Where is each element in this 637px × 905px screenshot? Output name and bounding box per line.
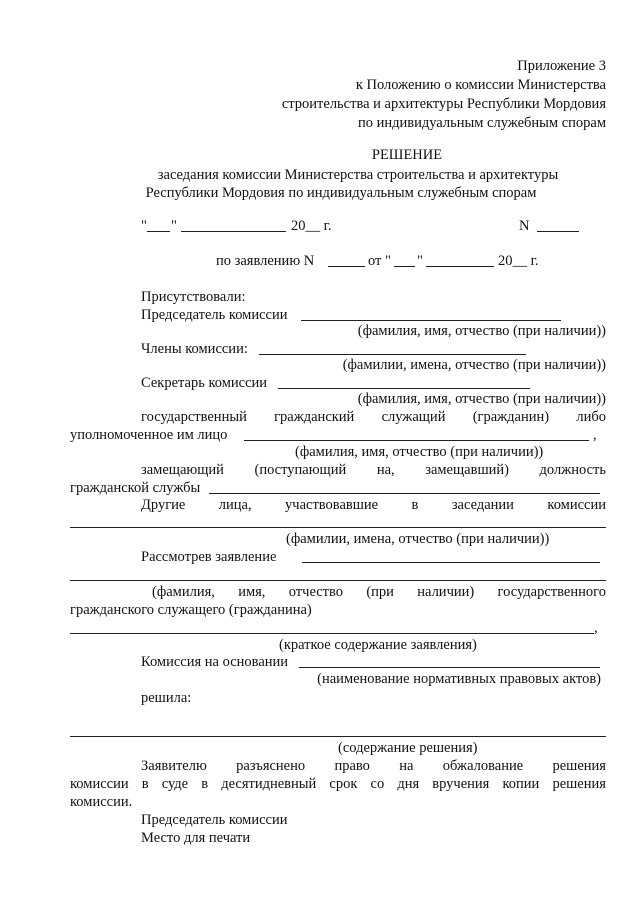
appeal-word: комиссии: [70, 776, 129, 792]
members-hint: (фамилии, имена, отчество (при наличии)): [342, 357, 606, 373]
seal-place-label: Место для печати: [141, 830, 251, 846]
secretary-name-field[interactable]: [278, 388, 530, 389]
others-word: в: [411, 497, 419, 513]
appeal-word: решения: [552, 758, 606, 774]
applicant-hint-word: отчество: [288, 584, 344, 600]
decision-field[interactable]: [70, 736, 606, 737]
applicant-hint-word: (фамилия,: [152, 584, 215, 600]
month-field[interactable]: [181, 231, 286, 232]
date-open-quote: ": [141, 218, 147, 234]
title-subtitle-2: Республики Мордовия по индивидуальным служебным спорам: [145, 185, 537, 201]
day-field[interactable]: [147, 231, 170, 232]
others-names-field[interactable]: [70, 527, 606, 528]
appeal-line-2: [70, 776, 606, 792]
application-field[interactable]: [302, 562, 600, 563]
appeal-word: со: [370, 776, 385, 792]
appeal-word: решения: [552, 776, 606, 792]
reviewed-label: Рассмотрев заявление: [141, 549, 277, 565]
appeal-word: суде: [161, 776, 189, 792]
decision-number-label: N: [519, 218, 530, 234]
others-hint: (фамилии, имена, отчество (при наличии)): [286, 531, 550, 547]
title-subtitle-1: заседания комиссии Министерства строительства и архитектуры: [157, 167, 559, 183]
applicant-hint-word: наличии): [417, 584, 475, 600]
appendix-scope: по индивидуальным служебным спорам: [357, 115, 606, 131]
servant-word: либо: [576, 409, 606, 425]
appeal-word: срок: [329, 776, 358, 792]
servant-word: служащий: [381, 409, 446, 425]
others-word: лица,: [218, 497, 252, 513]
application-year: 20__ г.: [498, 253, 539, 269]
appeal-word: десятидневный: [221, 776, 317, 792]
appeal-word: дня: [397, 776, 420, 792]
appeal-word: в: [201, 776, 209, 792]
summary-comma: ,: [594, 620, 598, 636]
basis-field[interactable]: [299, 667, 600, 668]
servant-name-field[interactable]: [244, 440, 589, 441]
applicant-hint-end: гражданского служащего (гражданина): [70, 602, 312, 618]
servant-comma: ,: [593, 427, 597, 443]
appeal-line-3: комиссии.: [70, 794, 133, 810]
position-word: замещавший): [425, 462, 509, 478]
chair-hint: (фамилия, имя, отчество (при наличии)): [357, 323, 606, 339]
decided-label: решила:: [141, 690, 192, 706]
appeal-word: вручения: [432, 776, 490, 792]
application-month-field[interactable]: [426, 266, 494, 267]
authorized-label: уполномоченное им лицо: [70, 427, 228, 443]
application-day-field[interactable]: [394, 266, 415, 267]
servant-word: (гражданин): [472, 409, 550, 425]
others-word: заседании: [451, 497, 514, 513]
servant-hint: (фамилия, имя, отчество (при наличии)): [295, 444, 544, 460]
appendix-ministry: строительства и архитектуры Республики Мордовия: [281, 96, 606, 112]
others-word: участвовавшие: [285, 497, 379, 513]
position-word: замещающий: [141, 462, 224, 478]
position-word: на,: [376, 462, 395, 478]
summary-field[interactable]: [70, 633, 594, 634]
applicant-hint-word: (при: [366, 584, 394, 600]
servant-line: [141, 409, 606, 425]
appeal-word: разъяснено: [236, 758, 306, 774]
appeal-line-1: [141, 758, 606, 774]
summary-hint: (краткое содержание заявления): [279, 637, 477, 653]
application-field-continued[interactable]: [70, 580, 606, 581]
servant-word: государственный: [141, 409, 247, 425]
appeal-word: на: [399, 758, 414, 774]
applicant-hint-line: [152, 584, 606, 600]
application-close-quote: ": [417, 253, 423, 269]
application-number-label: по заявлению N: [216, 253, 315, 269]
appeal-word: обжалование: [442, 758, 524, 774]
present-heading: Присутствовали:: [141, 289, 246, 305]
servant-word: гражданский: [274, 409, 355, 425]
others-word: Другие: [141, 497, 186, 513]
appeal-word: копии: [502, 776, 540, 792]
date-year: 20__ г.: [291, 218, 332, 234]
position-line: [141, 462, 606, 478]
position-field[interactable]: [209, 493, 600, 494]
chair-name-field[interactable]: [301, 320, 561, 321]
decision-number-field[interactable]: [537, 231, 579, 232]
appendix-number: Приложение 3: [517, 58, 606, 74]
members-label: Члены комиссии:: [141, 341, 248, 357]
chair-label: Председатель комиссии: [141, 307, 288, 323]
application-number-field[interactable]: [328, 266, 365, 267]
date-close-quote: ": [171, 218, 177, 234]
basis-label: Комиссия на основании: [141, 654, 289, 670]
decision-hint: (содержание решения): [338, 740, 478, 756]
document-title: РЕШЕНИЕ: [371, 147, 443, 163]
appeal-word: в: [141, 776, 149, 792]
basis-hint: (наименование нормативных правовых актов): [317, 671, 601, 687]
secretary-hint: (фамилия, имя, отчество (при наличии)): [357, 391, 606, 407]
others-line: [141, 497, 606, 513]
applicant-hint-word: имя,: [238, 584, 266, 600]
members-names-field[interactable]: [259, 354, 526, 355]
appendix-reference: к Положению о комиссии Министерства: [355, 77, 606, 93]
position-word: (поступающий: [254, 462, 347, 478]
appeal-word: Заявителю: [141, 758, 207, 774]
position-word: должность: [539, 462, 606, 478]
signature-chair-label: Председатель комиссии: [141, 812, 288, 828]
application-from-label: от ": [368, 253, 391, 269]
applicant-hint-word: государственного: [497, 584, 606, 600]
secretary-label: Секретарь комиссии: [141, 375, 268, 391]
others-word: комиссии: [547, 497, 606, 513]
appeal-word: право: [334, 758, 370, 774]
civil-service-label: гражданской службы: [70, 480, 201, 496]
